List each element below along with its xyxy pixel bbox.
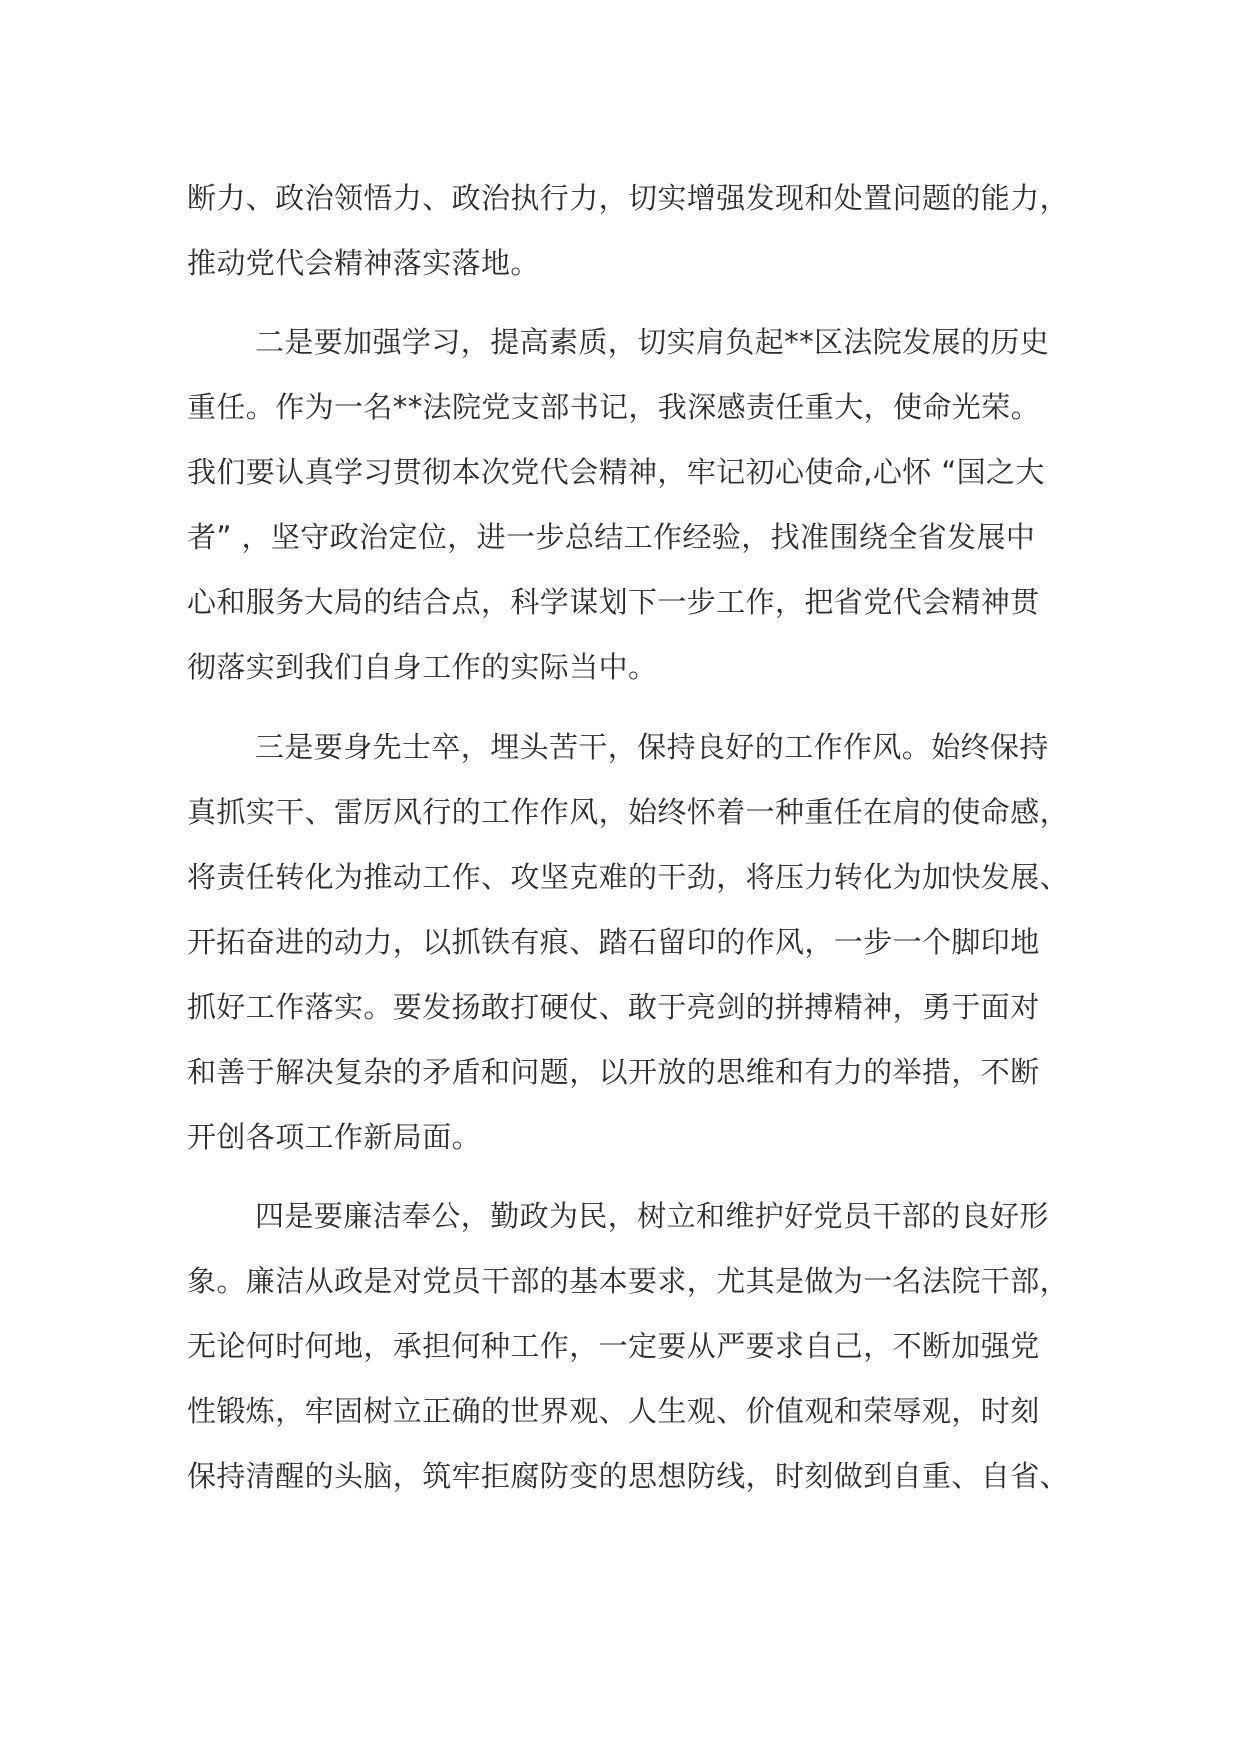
text-line: 无论何时何地，承担何种工作，一定要从严要求自己，不断加强党 [187,1329,1040,1363]
text-line: 推动党代会精神落实落地。 [187,246,540,280]
text-line: 抓好工作落实。要发扬敢打硬仗、敢于亮剑的拼搏精神，勇于面对 [187,990,1040,1024]
paragraph-three [187,715,1070,1170]
text-line: 心和服务大局的结合点，科学谋划下一步工作，把省党代会精神贯 [187,585,1040,619]
text-line: 开拓奋进的动力，以抓铁有痕、踏石留印的作风，一步一个脚印地 [187,925,1040,959]
text-line: 保持清醒的头脑，筑牢拒腐防变的思想防线，时刻做到自重、自省、 [187,1459,1070,1493]
text-line: 性锻炼，牢固树立正确的世界观、人生观、价值观和荣辱观，时刻 [187,1394,1040,1428]
text-line: 者” ，坚守政治定位，进一步总结工作经验，找准围绕全省发展中 [187,520,1036,554]
text-line: 二是要加强学习，提高素质，切实肩负起**区法院发展的历史 [255,325,1050,359]
text-line: 重任。作为一名**法院党支部书记，我深感责任重大，使命光荣。 [187,390,1041,424]
text-line: 开创各项工作新局面。 [187,1120,482,1154]
text-line: 真抓实干、雷厉风行的工作作风，始终怀着一种重任在肩的使命感， [187,795,1070,829]
text-line: 四是要廉洁奉公，勤政为民，树立和维护好党员干部的良好形 [255,1199,1049,1233]
text-line: 我们要认真学习贯彻本次党代会精神，牢记初心使命,心怀 “国之大 [187,455,1045,489]
text-line: 彻落实到我们自身工作的实际当中。 [187,650,658,684]
text-line: 断力、政治领悟力、政治执行力，切实增强发现和处置问题的能力， [187,181,1070,215]
text-line: 和善于解决复杂的矛盾和问题，以开放的思维和有力的举措，不断 [187,1055,1040,1089]
paragraph-two [187,310,1067,700]
paragraph-continuation [187,166,1070,296]
text-line: 三是要身先士卒，埋头苦干，保持良好的工作作风。始终保持 [255,730,1049,764]
text-line: 将责任转化为推动工作、攻坚克难的干劲，将压力转化为加快发展、 [187,860,1070,894]
text-line: 象。廉洁从政是对党员干部的基本要求，尤其是做为一名法院干部， [187,1264,1070,1298]
paragraph-four [187,1184,1070,1509]
